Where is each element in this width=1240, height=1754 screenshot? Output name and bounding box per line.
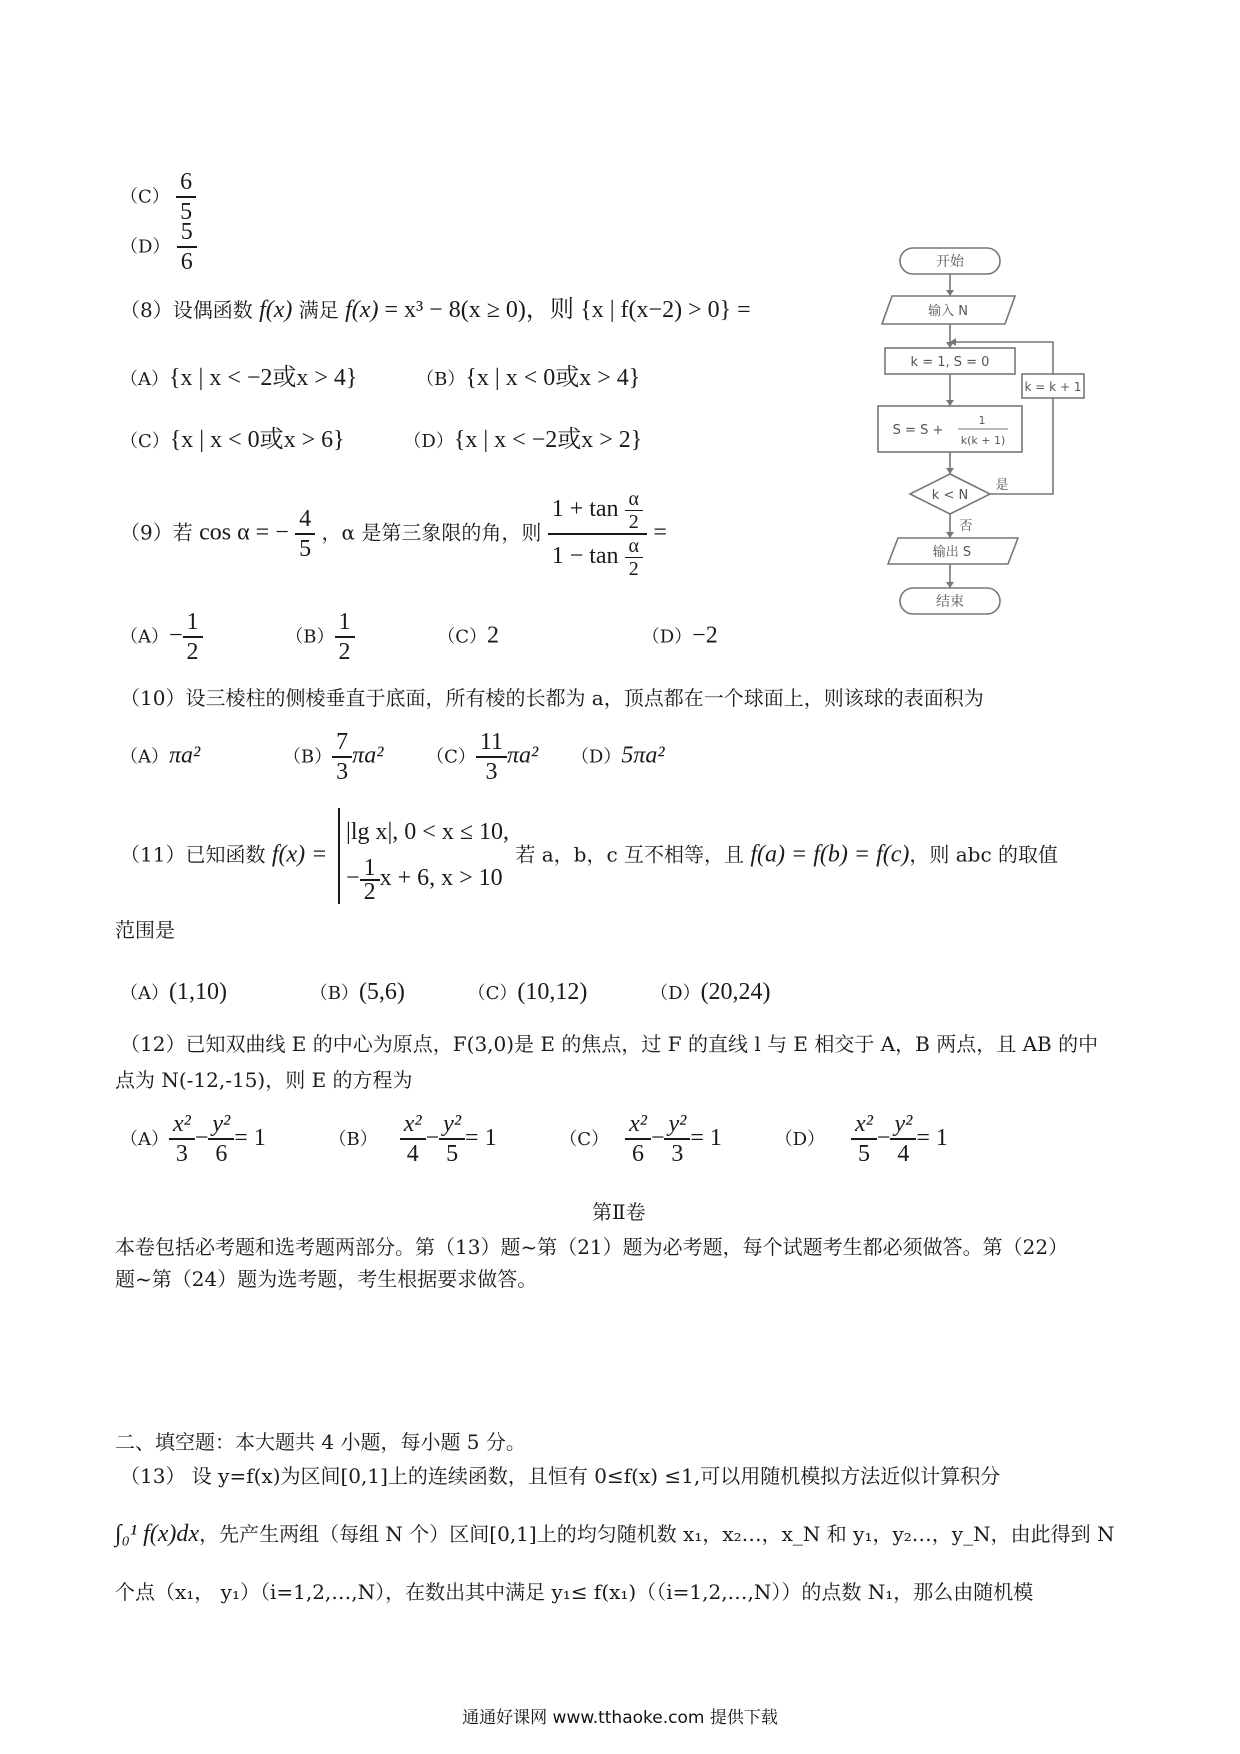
fraction bbox=[335, 608, 355, 666]
option-d-value: (20,24) bbox=[700, 979, 771, 1005]
minus-sign: − bbox=[194, 1124, 209, 1151]
q11-options bbox=[120, 980, 771, 1006]
half-num: α bbox=[625, 535, 643, 558]
option-label: （D） bbox=[641, 626, 693, 648]
definition-text: = x³ − 8(x ≥ 0)，则 bbox=[384, 297, 574, 323]
option-label: （A） bbox=[120, 626, 169, 648]
q9-stem bbox=[120, 488, 667, 580]
flow-increment-label: k = k + 1 bbox=[1024, 380, 1082, 394]
fraction bbox=[208, 1110, 234, 1168]
option-label: （B） bbox=[416, 369, 466, 390]
stem-text: 若 a，b，c 互不相等，且 bbox=[515, 842, 745, 867]
minus-sign: − bbox=[425, 1124, 440, 1151]
set-expression: {x | f(x−2) > 0} = bbox=[580, 297, 751, 323]
q9-options bbox=[120, 608, 718, 666]
flow-no-label: 否 bbox=[959, 519, 973, 534]
half-den: 2 bbox=[628, 511, 639, 533]
fraction bbox=[400, 1110, 426, 1168]
option-label: （D） bbox=[570, 746, 622, 768]
q8-stem bbox=[120, 298, 751, 322]
case-2-tail: x + 6, x > 10 bbox=[379, 865, 503, 892]
minus-sign: − bbox=[876, 1124, 891, 1151]
q13-line1: （13） 设 y=f(x)为区间[0,1]上的连续函数，且恒有 0≤f(x) ≤1,可以用随机模拟方法近似计算积分 bbox=[120, 1464, 1001, 1488]
option-a-value: (1,10) bbox=[169, 979, 227, 1005]
equals: = bbox=[653, 519, 667, 546]
option-d-value: 5πa² bbox=[621, 742, 665, 769]
fraction bbox=[664, 1110, 690, 1168]
half-den: 2 bbox=[628, 558, 639, 580]
option-b-value: {x | x < 0或x > 4} bbox=[465, 365, 641, 391]
fraction bbox=[439, 1110, 465, 1168]
flow-end-label: 结束 bbox=[936, 594, 964, 610]
minus-sign: − bbox=[650, 1124, 665, 1151]
flow-update-den: k(k + 1) bbox=[960, 434, 1006, 447]
option-label: （C） bbox=[467, 983, 518, 1004]
denominator: 6 bbox=[215, 1141, 228, 1167]
numerator: x² bbox=[851, 1110, 877, 1140]
q12-option-b bbox=[328, 1111, 503, 1167]
q13-line2-text: ，先产生两组（每组 N 个）区间[0,1]上的均匀随机数 x₁，x₂…，x_N 和 y₁，y₂…，y_N，由此得到 N bbox=[199, 1522, 1115, 1546]
q10-stem: （10）设三棱柱的侧棱垂直于底面，所有棱的长都为 a，顶点都在一个球面上，则该球的表面积为 bbox=[120, 686, 984, 710]
option-label: （D） bbox=[650, 983, 701, 1004]
part2-line2: 题~第（24）题为选考题，考生根据要求做答。 bbox=[115, 1267, 538, 1291]
footer: 通通好课网 www.tthaoke.com 提供下载 bbox=[462, 1708, 778, 1728]
denominator: 5 bbox=[446, 1141, 459, 1167]
q12-options bbox=[120, 1110, 948, 1168]
equality: f(a) = f(b) = f(c) bbox=[750, 841, 910, 868]
denominator-text: 1 − tan bbox=[551, 543, 619, 570]
numerator: y² bbox=[208, 1110, 234, 1140]
numerator: y² bbox=[664, 1110, 690, 1140]
fraction bbox=[332, 728, 352, 786]
option-label: （A） bbox=[120, 1128, 169, 1150]
option-label: （C） bbox=[437, 626, 487, 648]
option-c-value: {x | x < 0或x > 6} bbox=[169, 427, 345, 453]
flow-init-label: k = 1, S = 0 bbox=[910, 355, 990, 370]
minus-sign: − bbox=[346, 865, 360, 892]
numerator: y² bbox=[890, 1110, 916, 1140]
stem-text: （11）已知函数 bbox=[120, 842, 266, 867]
piecewise-cases bbox=[346, 809, 510, 905]
option-b-tail: πa² bbox=[352, 742, 384, 769]
q12-option-a bbox=[120, 1111, 272, 1167]
fraction bbox=[476, 728, 507, 786]
option-label: （B） bbox=[309, 983, 359, 1004]
option-a-value: πa² bbox=[169, 742, 201, 769]
numerator: 1 bbox=[335, 608, 355, 638]
q8-options-row2 bbox=[120, 428, 642, 454]
section2-heading: 二、填空题：本大题共 4 小题，每小题 5 分。 bbox=[115, 1430, 526, 1454]
numerator: 6 bbox=[176, 168, 196, 198]
flow-update-num: 1 bbox=[978, 414, 986, 427]
flow-output-label: 输出 S bbox=[932, 545, 972, 560]
flow-input-label: 输入 N bbox=[928, 304, 968, 319]
flowchart bbox=[870, 238, 1085, 628]
numerator: 1 bbox=[360, 857, 380, 881]
q13-line3: 个点（x₁， y₁）（i=1,2,…,N），在数出其中满足 y₁≤ f(x₁)（（i=1,2,…,N））的点数 N₁，那么由随机模 bbox=[115, 1580, 1034, 1604]
option-label: （A） bbox=[120, 369, 169, 390]
stem-text: ，则 abc 的取值 bbox=[909, 842, 1059, 867]
option-label: （D） bbox=[774, 1128, 826, 1150]
flow-condition-label: k < N bbox=[931, 488, 969, 503]
option-d-value: −2 bbox=[692, 622, 718, 649]
numerator: x² bbox=[169, 1110, 195, 1140]
denominator: 5 bbox=[180, 199, 193, 225]
option-label: （A） bbox=[120, 746, 169, 768]
fraction bbox=[851, 1110, 877, 1168]
numerator: 7 bbox=[332, 728, 352, 758]
case-1: |lg x|, 0 < x ≤ 10, bbox=[346, 819, 510, 846]
denominator: 5 bbox=[299, 536, 312, 562]
case-2 bbox=[346, 854, 509, 905]
q12-option-d bbox=[774, 1111, 948, 1167]
denominator: 5 bbox=[857, 1141, 870, 1167]
function-symbol: f(x) bbox=[259, 297, 293, 323]
option-c-value: (10,12) bbox=[517, 979, 588, 1005]
equals-one: = 1 bbox=[465, 1124, 497, 1151]
flow-update-label: S = S + bbox=[892, 423, 944, 438]
equals-one: = 1 bbox=[690, 1124, 722, 1151]
denominator: 2 bbox=[338, 639, 351, 665]
option-label: （B） bbox=[282, 746, 333, 768]
equals-one: = 1 bbox=[234, 1124, 266, 1151]
stem-text: ，α 是第三象限的角，则 bbox=[321, 520, 542, 545]
stem-text: 满足 bbox=[298, 298, 339, 322]
part2-line1: 本卷包括必考题和选考题两部分。第（13）题~第（21）题为必考题，每个试题考生都必须做答。第（22） bbox=[115, 1235, 1069, 1259]
option-label: （D） bbox=[120, 236, 171, 258]
fraction bbox=[177, 218, 197, 276]
q13-line2 bbox=[115, 1522, 1114, 1546]
denominator: 6 bbox=[632, 1141, 644, 1167]
equals-one: = 1 bbox=[916, 1124, 948, 1151]
denominator: 2 bbox=[186, 639, 199, 665]
stem-text: （8）设偶函数 bbox=[120, 298, 253, 322]
option-a-value: {x | x < −2或x > 4} bbox=[169, 365, 358, 391]
q11-stem bbox=[120, 808, 1058, 904]
part2-title: 第Ⅱ卷 bbox=[592, 1200, 646, 1224]
definition: f(x) = x³ − 8(x ≥ 0)，则 bbox=[345, 297, 574, 323]
option-label: （A） bbox=[120, 983, 169, 1004]
option-label: （D） bbox=[403, 431, 454, 452]
denominator bbox=[548, 535, 647, 580]
option-label: （C） bbox=[120, 186, 170, 208]
minus-sign: − bbox=[169, 622, 183, 649]
option-label: （C） bbox=[426, 746, 476, 768]
denominator: 3 bbox=[336, 759, 349, 785]
option-label: （B） bbox=[285, 626, 335, 648]
q7-option-d bbox=[120, 218, 197, 276]
denominator: 2 bbox=[363, 878, 376, 905]
numerator: 1 bbox=[183, 608, 203, 638]
denominator: 4 bbox=[897, 1141, 910, 1167]
numerator: 4 bbox=[295, 505, 315, 535]
numerator: x² bbox=[625, 1110, 651, 1140]
option-d-value: {x | x < −2或x > 2} bbox=[453, 427, 643, 453]
fraction bbox=[183, 608, 203, 666]
denominator: 3 bbox=[671, 1141, 684, 1167]
numerator: x² bbox=[400, 1110, 426, 1140]
q12-option-c bbox=[559, 1111, 728, 1167]
option-label: （C） bbox=[120, 431, 170, 452]
denominator: 4 bbox=[406, 1141, 419, 1167]
piecewise-brace bbox=[338, 808, 340, 904]
fraction bbox=[295, 505, 315, 563]
half-num: α bbox=[625, 488, 643, 511]
numerator: 5 bbox=[177, 218, 197, 248]
flow-start-label: 开始 bbox=[936, 254, 964, 270]
option-c-tail: πa² bbox=[507, 742, 539, 769]
tan-fraction bbox=[548, 488, 647, 580]
numerator: y² bbox=[439, 1110, 465, 1140]
function-expression: f(x) = bbox=[271, 841, 328, 868]
denominator: 6 bbox=[180, 249, 193, 275]
stem-text: （9）若 bbox=[120, 520, 193, 545]
option-b-value: (5,6) bbox=[358, 979, 405, 1005]
numerator-text: 1 + tan bbox=[551, 496, 619, 523]
denominator: 3 bbox=[175, 1141, 188, 1167]
q11-stem-continued: 范围是 bbox=[115, 918, 175, 942]
q12-stem-line2: 点为 N(-12,-15)，则 E 的方程为 bbox=[115, 1068, 413, 1092]
fraction bbox=[890, 1110, 916, 1168]
q10-options bbox=[120, 728, 665, 786]
option-label: （B） bbox=[328, 1128, 378, 1150]
fraction bbox=[169, 1110, 195, 1168]
option-c-value: 2 bbox=[487, 622, 499, 649]
q12-stem-line1: （12）已知双曲线 E 的中心为原点，F(3,0)是 E 的焦点，过 F 的直线 l 与 E 相交于 A，B 两点，且 AB 的中 bbox=[120, 1032, 1099, 1056]
cos-expression: cos α = − bbox=[199, 519, 289, 546]
q8-options-row1 bbox=[120, 366, 640, 392]
numerator: 11 bbox=[476, 728, 507, 758]
numerator bbox=[548, 488, 647, 535]
denominator: 3 bbox=[485, 759, 498, 785]
integral-expression: ∫₀¹ f(x)dx bbox=[115, 1521, 200, 1547]
option-label: （C） bbox=[559, 1128, 610, 1150]
flow-yes-label: 是 bbox=[995, 478, 1009, 493]
fraction bbox=[625, 1110, 651, 1168]
